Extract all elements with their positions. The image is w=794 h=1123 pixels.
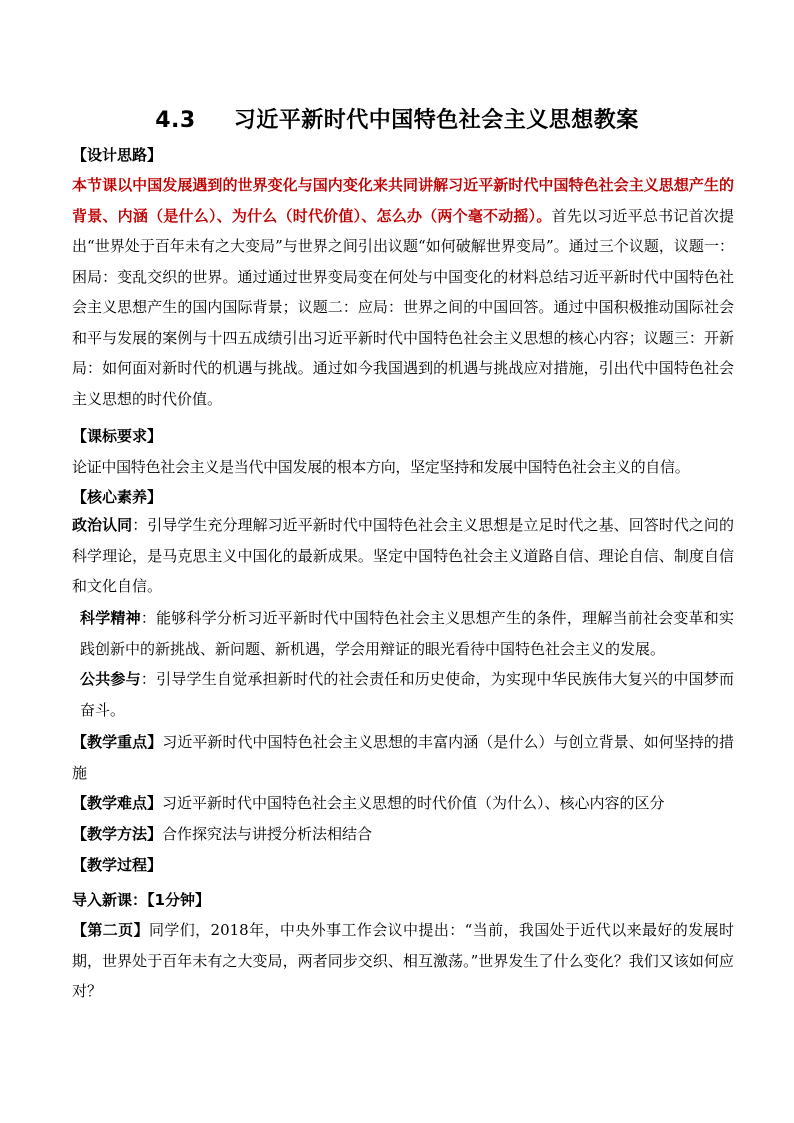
literacy-label: 政治认同 [72, 516, 133, 534]
focus-body: 习近平新时代中国特色社会主义思想的丰富内涵（是什么）与创立背景、如何坚持的措施 [72, 733, 734, 782]
process-heading: 【教学过程】 [72, 856, 163, 874]
literacy-item-public [72, 664, 734, 725]
method-body: 合作探究法与讲授分析法相结合 [162, 825, 373, 843]
literacy-item-political [72, 510, 734, 602]
literacy-sep: ： [140, 609, 157, 627]
literacy-text: 引导学生自觉承担新时代的社会责任和历史使命，为实现中华民族伟大复兴的中国梦而奋斗。 [80, 670, 734, 719]
page2-body: 同学们，2018年，中央外事工作会议中提出：“当前，我国处于近代以来最好的发展时期，世界处于百年未有之大变局，两者同步交织、相互激荡。”世界发生了什么变化？我们又该如何应对？ [72, 921, 734, 1000]
literacy-text: 引导学生充分理解习近平新时代中国特色社会主义思想是立足时代之基、回答时代之问的科学理论，是马克思主义中国化的最新成果。坚定中国特色社会主义道路自信、理论自信、制度自信和文化自信。 [72, 516, 734, 595]
difficulty-body: 习近平新时代中国特色社会主义思想的时代价值（为什么）、核心内容的区分 [162, 794, 665, 812]
standard-heading: 【课标要求】 [72, 427, 163, 445]
literacy-heading: 【核心素养】 [72, 488, 163, 506]
method-heading: 【教学方法】 [72, 825, 163, 843]
design-heading: 【设计思路】 [72, 146, 163, 164]
literacy-sep: ： [140, 670, 157, 688]
design-red-text: 本节课以中国发展遇到的世界变化与国内变化来共同讲解习近平新时代中国特色社会主义思想产生的背景、内涵（是什么）、为什么（时代价值）、怎么办（两个毫不动摇）。 [72, 176, 734, 225]
standard-body: 论证中国特色社会主义是当代中国发展的根本方向，坚定坚持和发展中国特色社会主义的自信。 [72, 458, 690, 476]
difficulty-heading: 【教学难点】 [72, 794, 163, 812]
literacy-text: 能够科学分析习近平新时代中国特色社会主义思想产生的条件，理解当前社会变革和实践创新中的新挑战、新问题、新机遇，学会用辩证的眼光看待中国特色社会主义的发展。 [80, 609, 734, 658]
page-title [0, 103, 794, 134]
literacy-label: 科学精神 [80, 609, 141, 627]
focus-paragraph [72, 727, 734, 788]
design-body: 首先以习近平总书记首次提出“世界处于百年未有之大变局”与世界之间引出议题“如何破解世界变局”。通过三个议题，议题一：困局：变乱交织的世界。通过通过世界变局变在何处与中国变化的材料总结习近平新时代中国特色社会主义思想产生的国内国际背景；议题二：应局：世界之间的中国回答。通过中国积极推动国际社会和平与发展的案例与十四五成绩引出习近平新时代中国特色社会主义思想的核心内容；议题三：开新局：如何面对新时代的机遇与挑战。通过如今我国遇到的机遇与挑战应对措施，引出代中国特色社会主义思想的时代价值。 [72, 206, 734, 408]
focus-heading: 【教学重点】 [72, 733, 163, 751]
design-paragraph [72, 170, 734, 414]
intro-heading: 导入新课：【1分钟】 [72, 891, 210, 909]
page2-label: 【第二页】 [72, 921, 149, 939]
difficulty-paragraph [72, 788, 734, 819]
literacy-label: 公共参与 [80, 670, 141, 688]
literacy-item-science [72, 603, 734, 664]
title-number: 4.3 [155, 108, 196, 133]
page2-paragraph [72, 915, 734, 1007]
title-text: 习近平新时代中国特色社会主义思想教案 [233, 108, 639, 133]
literacy-sep: ： [132, 516, 148, 534]
method-paragraph [72, 819, 734, 850]
